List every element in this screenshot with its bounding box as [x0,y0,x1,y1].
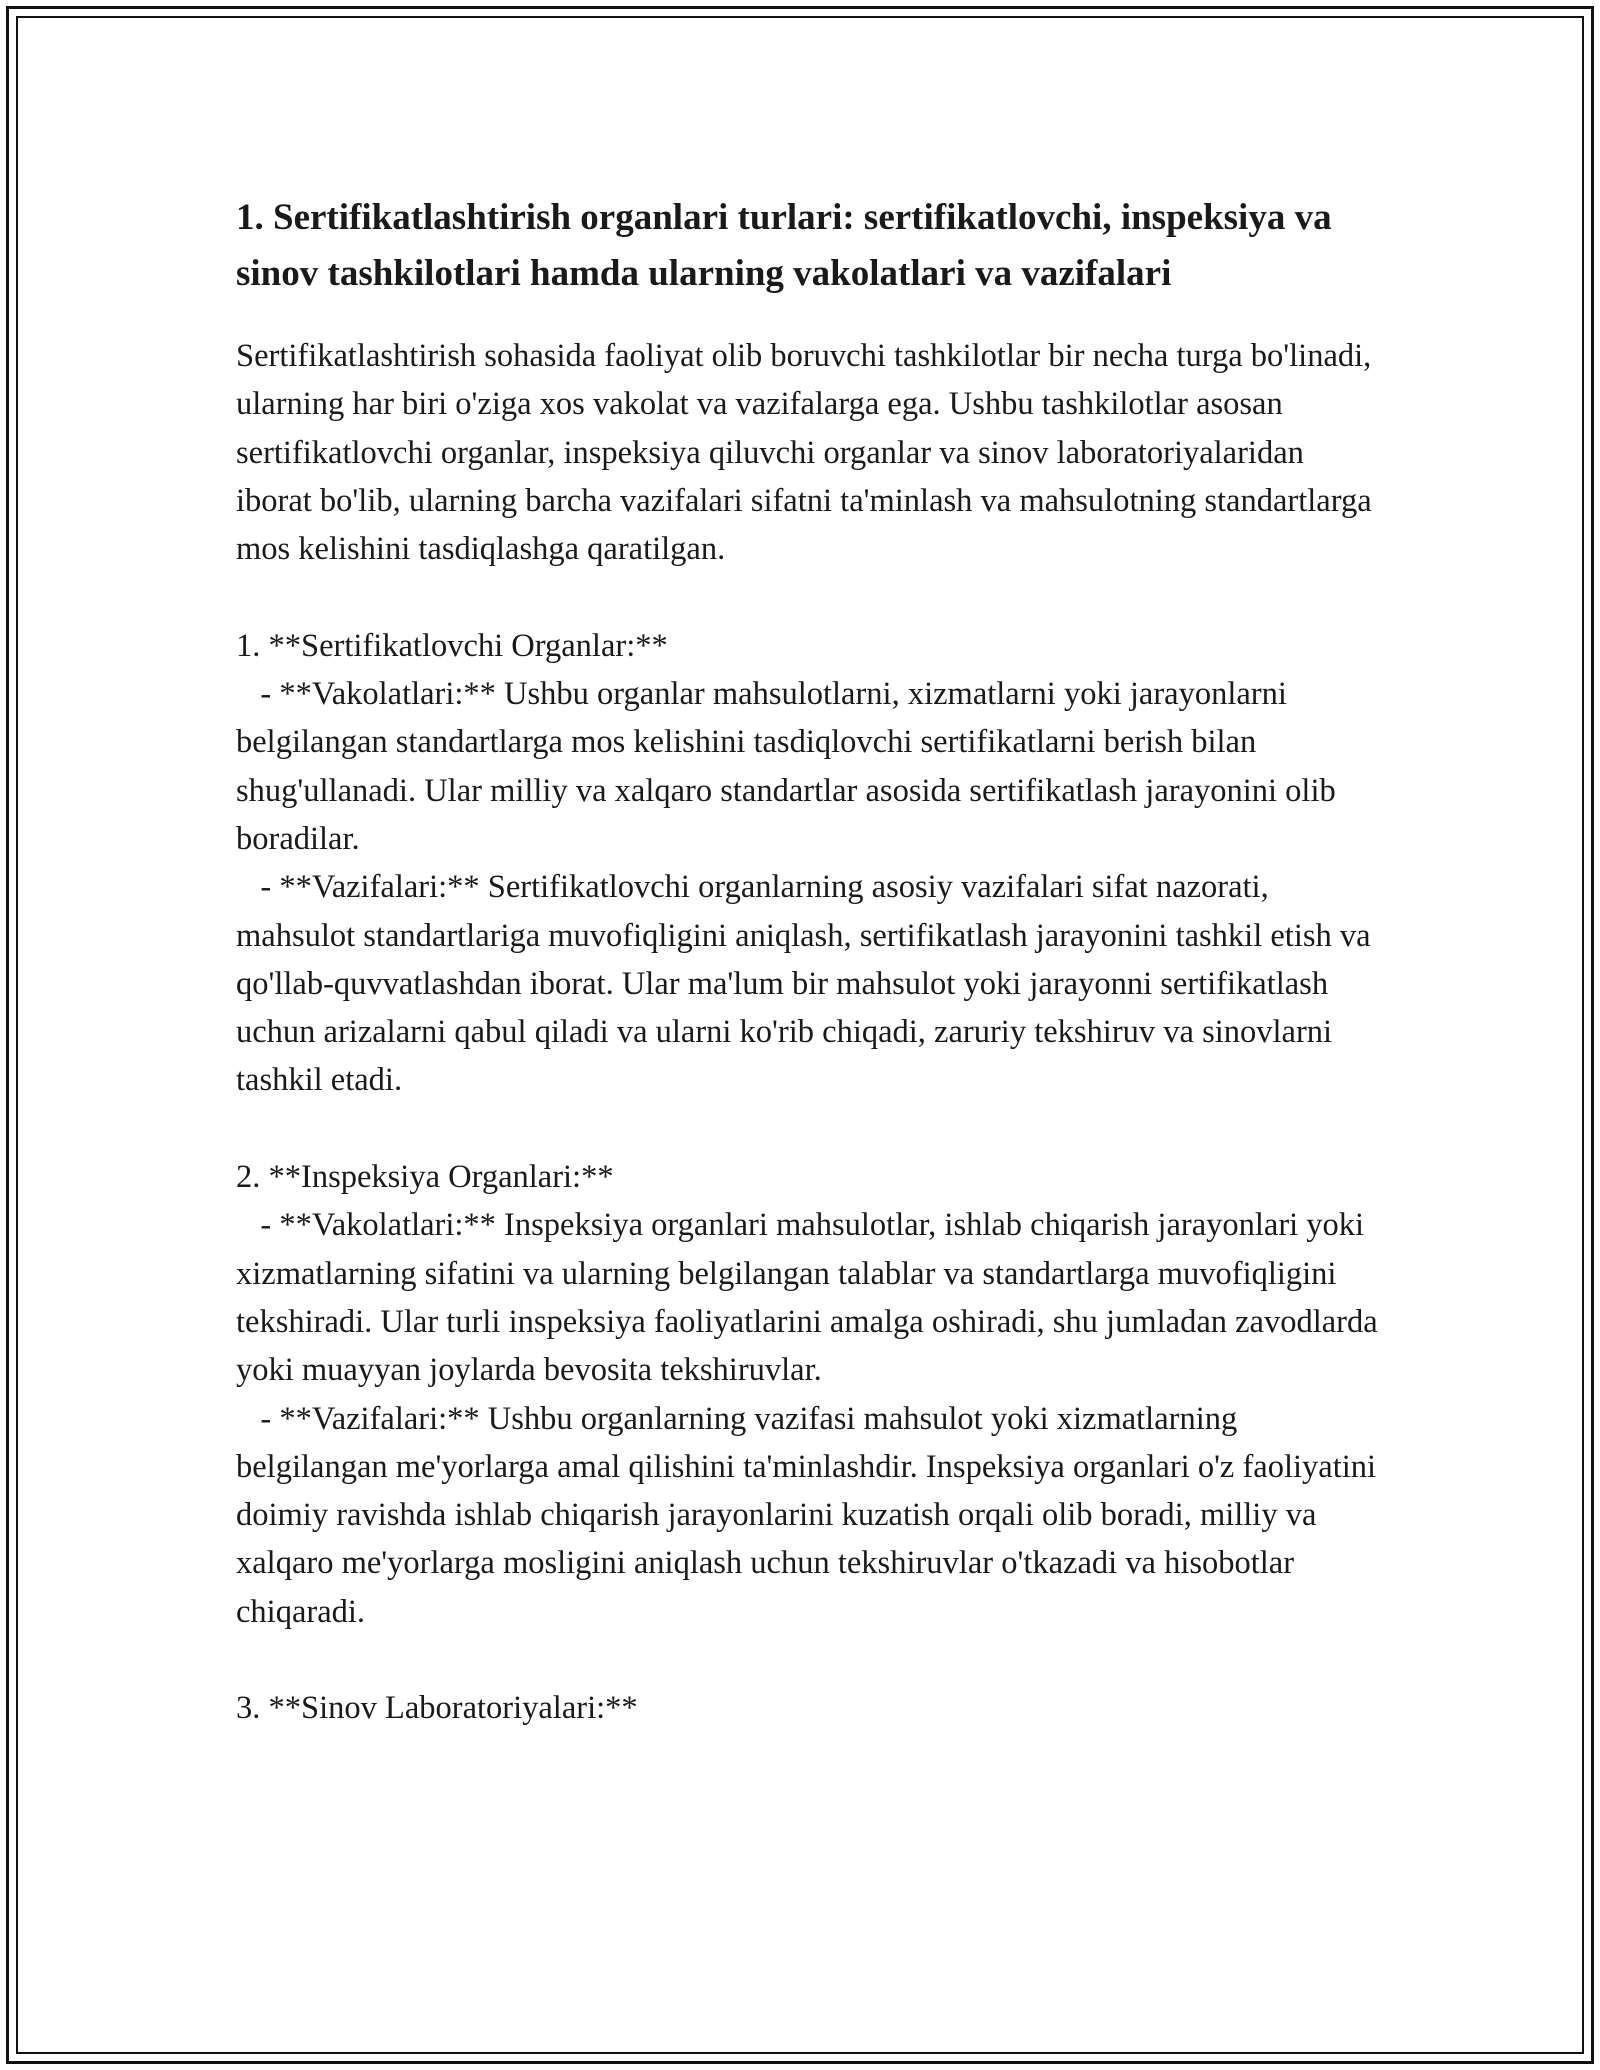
blank-line [236,1636,1386,1684]
blank-line [236,573,1386,621]
section-vazifa-sertifikatlovchi: - **Vazifalari:** Sertifikatlovchi organlarning asosiy vazifalari sifat nazorati, mahsulot standartlariga muvofiqligini aniqlash, sertifikatlash jarayonini tashkil etish va qo'llab-quvvatlashdan iborat. Ular ma'lum bir mahsulot yoki jarayonni sertifikatlash uchun arizalarni qabul qiladi va ularni ko'rib chiqadi, zaruriy tekshiruv va sinovlarni tashkil etadi. [236,869,1379,1099]
section-vakolat-inspeksiya: - **Vakolatlari:** Inspeksiya organlari mahsulotlar, ishlab chiqarish jarayonlari yoki xizmatlarning sifatini va ularning belgilangan talablar va standartlarga muvofiqligini tekshiradi. Ular turli inspeksiya faoliyatlarini amalga oshiradi, shu jumladan zavodlarda yoki muayyan joylarda bevosita tekshiruvlar. [236,1207,1386,1389]
document-page [236,190,1386,1733]
section-vakolat-sertifikatlovchi: - **Vakolatlari:** Ushbu organlar mahsulotlarni, xizmatlarni yoki jarayonlarni belgilangan standartlarga mos kelishini tasdiqlovchi sertifikatlarni berish bilan shug'ullanadi. Ular milliy va xalqaro standartlar asosida sertifikatlash jarayonini olib boradilar. [236,676,1344,857]
blank-line [236,1105,1386,1153]
section-title-inspeksiya: 2. **Inspeksiya Organlari:** [236,1159,614,1196]
section-title-sertifikatlovchi: 1. **Sertifikatlovchi Organlar:** [236,627,668,664]
document-heading: 1. Sertifikatlashtirish organlari turlari: sertifikatlovchi, inspeksiya va sinov tashkilotlari hamda ularning vakolatlari va vazifalari [236,197,1332,294]
section-vazifa-inspeksiya: - **Vazifalari:** Ushbu organlarning vazifasi mahsulot yoki xizmatlarning belgilangan me'yorlarga amal qilishini ta'minlashdir. Inspeksiya organlari o'z faoliyatini doimiy ravishda ishlab chiqarish jarayonlarini kuzatish orqali olib boradi, milliy va xalqaro me'yorlarga mosligini aniqlash uchun tekshiruvlar o'tkazadi va hisobotlar chiqaradi. [236,1400,1385,1630]
section-title-sinov: 3. **Sinov Laboratoriyalari:** [236,1690,638,1727]
intro-paragraph: Sertifikatlashtirish sohasida faoliyat olib boruvchi tashkilotlar bir necha turga bo'linadi, ularning har biri o'ziga xos vakolat va vazifalarga ega. Ushbu tashkilotlar asosan sertifikatlovchi organlar, inspeksiya qiluvchi organlar va sinov laboratoriyalaridan iborat bo'lib, ularning barcha vazifalari sifatni ta'minlash va mahsulotning standartlarga mos kelishini tasdiqlashga qaratilgan. [236,338,1380,568]
